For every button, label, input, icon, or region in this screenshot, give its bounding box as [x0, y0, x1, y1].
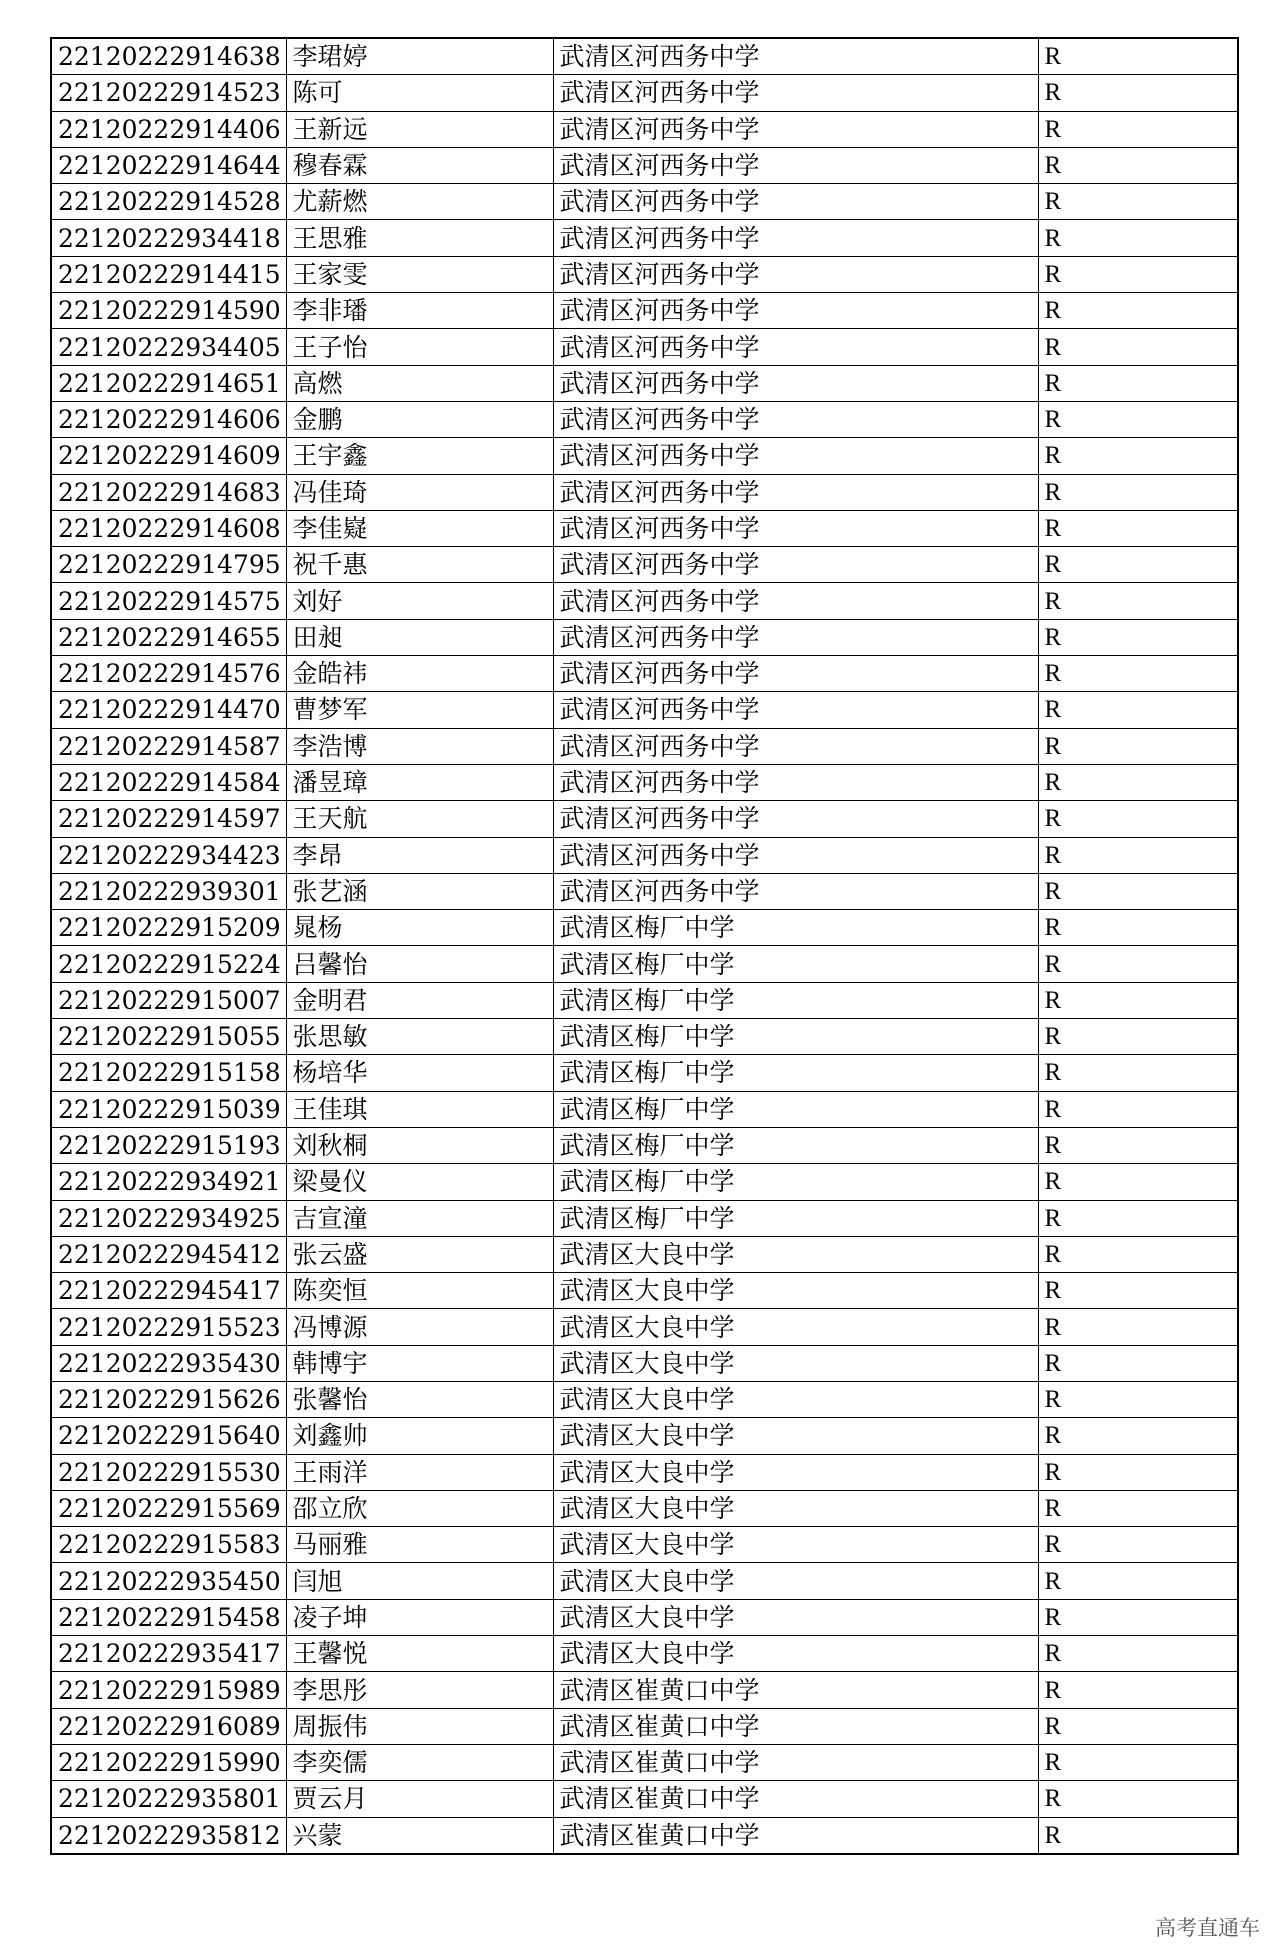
category-cell: R: [1038, 1454, 1238, 1490]
school-cell: 武清区梅厂中学: [553, 1164, 1038, 1200]
school-cell: 武清区河西务中学: [553, 583, 1038, 619]
student-name-cell: 贾云月: [286, 1781, 553, 1817]
candidate-id-cell: 22120222914584: [51, 764, 286, 800]
table-row: [51, 293, 1238, 329]
category-cell: R: [1038, 1164, 1238, 1200]
category-cell: R: [1038, 329, 1238, 365]
school-cell: 武清区大良中学: [553, 1381, 1038, 1417]
table-row: [51, 1527, 1238, 1563]
candidate-id-cell: 22120222939301: [51, 873, 286, 909]
student-name-cell: 李昂: [286, 837, 553, 873]
category-cell: R: [1038, 474, 1238, 510]
student-name-cell: 王思雅: [286, 220, 553, 256]
student-name-cell: 马丽雅: [286, 1527, 553, 1563]
table-row: [51, 220, 1238, 256]
table-row: [51, 1672, 1238, 1708]
school-cell: 武清区大良中学: [553, 1236, 1038, 1272]
school-cell: 武清区河西务中学: [553, 619, 1038, 655]
candidate-id-cell: 22120222934921: [51, 1164, 286, 1200]
school-cell: 武清区河西务中学: [553, 293, 1038, 329]
watermark: 高考直通车: [1155, 1916, 1260, 1940]
candidate-id-cell: 22120222915193: [51, 1127, 286, 1163]
table-row: [51, 1273, 1238, 1309]
category-cell: R: [1038, 619, 1238, 655]
school-cell: 武清区河西务中学: [553, 764, 1038, 800]
student-name-cell: 刘好: [286, 583, 553, 619]
student-name-cell: 张馨怡: [286, 1381, 553, 1417]
category-cell: R: [1038, 764, 1238, 800]
candidate-id-cell: 22120222914528: [51, 184, 286, 220]
school-cell: 武清区河西务中学: [553, 438, 1038, 474]
table-row: [51, 728, 1238, 764]
table-row: [51, 1055, 1238, 1091]
table-row: [51, 1744, 1238, 1780]
candidate-id-cell: 22120222915458: [51, 1599, 286, 1635]
category-cell: R: [1038, 111, 1238, 147]
category-cell: R: [1038, 365, 1238, 401]
student-name-cell: 吕馨怡: [286, 946, 553, 982]
school-cell: 武清区崔黄口中学: [553, 1781, 1038, 1817]
school-cell: 武清区崔黄口中学: [553, 1817, 1038, 1854]
school-cell: 武清区河西务中学: [553, 111, 1038, 147]
candidate-id-cell: 22120222914795: [51, 547, 286, 583]
table-row: [51, 1708, 1238, 1744]
student-name-cell: 尤薪燃: [286, 184, 553, 220]
candidate-id-cell: 22120222914590: [51, 293, 286, 329]
school-cell: 武清区大良中学: [553, 1309, 1038, 1345]
category-cell: R: [1038, 1781, 1238, 1817]
school-cell: 武清区河西务中学: [553, 837, 1038, 873]
student-name-cell: 张艺涵: [286, 873, 553, 909]
student-name-cell: 王宇鑫: [286, 438, 553, 474]
school-cell: 武清区河西务中学: [553, 728, 1038, 764]
school-cell: 武清区河西务中学: [553, 220, 1038, 256]
student-name-cell: 李浩博: [286, 728, 553, 764]
candidate-id-cell: 22120222914651: [51, 365, 286, 401]
table-row: [51, 583, 1238, 619]
student-name-cell: 金鹏: [286, 401, 553, 437]
school-cell: 武清区崔黄口中学: [553, 1708, 1038, 1744]
category-cell: R: [1038, 438, 1238, 474]
student-name-cell: 张思敏: [286, 1019, 553, 1055]
table-row: [51, 873, 1238, 909]
student-name-cell: 王雨洋: [286, 1454, 553, 1490]
candidate-id-cell: 22120222914523: [51, 75, 286, 111]
category-cell: R: [1038, 1672, 1238, 1708]
student-name-cell: 周振伟: [286, 1708, 553, 1744]
category-cell: R: [1038, 873, 1238, 909]
category-cell: R: [1038, 220, 1238, 256]
school-cell: 武清区河西务中学: [553, 256, 1038, 292]
candidate-id-cell: 22120222914406: [51, 111, 286, 147]
candidate-id-cell: 22120222914683: [51, 474, 286, 510]
table-row: [51, 1091, 1238, 1127]
table-row: [51, 1636, 1238, 1672]
candidate-id-cell: 22120222914415: [51, 256, 286, 292]
table-row: [51, 256, 1238, 292]
student-name-cell: 潘昱璋: [286, 764, 553, 800]
candidate-id-cell: 22120222935812: [51, 1817, 286, 1854]
candidate-id-cell: 22120222915007: [51, 982, 286, 1018]
student-list-table: [50, 37, 1239, 1855]
candidate-id-cell: 22120222915224: [51, 946, 286, 982]
school-cell: 武清区梅厂中学: [553, 1055, 1038, 1091]
candidate-id-cell: 22120222915583: [51, 1527, 286, 1563]
table-row: [51, 1454, 1238, 1490]
table-row: [51, 692, 1238, 728]
category-cell: R: [1038, 946, 1238, 982]
category-cell: R: [1038, 837, 1238, 873]
student-name-cell: 李非璠: [286, 293, 553, 329]
school-cell: 武清区大良中学: [553, 1454, 1038, 1490]
table-row: [51, 801, 1238, 837]
candidate-id-cell: 22120222914575: [51, 583, 286, 619]
candidate-id-cell: 22120222915055: [51, 1019, 286, 1055]
category-cell: R: [1038, 401, 1238, 437]
student-name-cell: 冯博源: [286, 1309, 553, 1345]
student-name-cell: 冯佳琦: [286, 474, 553, 510]
category-cell: R: [1038, 1091, 1238, 1127]
category-cell: R: [1038, 1055, 1238, 1091]
school-cell: 武清区崔黄口中学: [553, 1672, 1038, 1708]
category-cell: R: [1038, 1127, 1238, 1163]
student-name-cell: 王家雯: [286, 256, 553, 292]
student-name-cell: 凌子坤: [286, 1599, 553, 1635]
student-name-cell: 李佳嶷: [286, 510, 553, 546]
candidate-id-cell: 22120222914644: [51, 147, 286, 183]
student-name-cell: 王子怡: [286, 329, 553, 365]
category-cell: R: [1038, 184, 1238, 220]
candidate-id-cell: 22120222935801: [51, 1781, 286, 1817]
category-cell: R: [1038, 293, 1238, 329]
student-name-cell: 邵立欣: [286, 1490, 553, 1526]
table-row: [51, 438, 1238, 474]
school-cell: 武清区梅厂中学: [553, 1091, 1038, 1127]
table-row: [51, 1345, 1238, 1381]
student-name-cell: 梁曼仪: [286, 1164, 553, 1200]
student-name-cell: 田昶: [286, 619, 553, 655]
category-cell: R: [1038, 1418, 1238, 1454]
category-cell: R: [1038, 1273, 1238, 1309]
candidate-id-cell: 22120222915640: [51, 1418, 286, 1454]
school-cell: 武清区河西务中学: [553, 474, 1038, 510]
table-row: [51, 946, 1238, 982]
candidate-id-cell: 22120222915569: [51, 1490, 286, 1526]
category-cell: R: [1038, 75, 1238, 111]
candidate-id-cell: 22120222915989: [51, 1672, 286, 1708]
candidate-id-cell: 22120222914638: [51, 38, 286, 75]
category-cell: R: [1038, 1744, 1238, 1780]
student-name-cell: 祝千惠: [286, 547, 553, 583]
category-cell: R: [1038, 728, 1238, 764]
table-row: [51, 1817, 1238, 1854]
candidate-id-cell: 22120222934418: [51, 220, 286, 256]
candidate-id-cell: 22120222935450: [51, 1563, 286, 1599]
student-name-cell: 金明君: [286, 982, 553, 1018]
table-row: [51, 764, 1238, 800]
category-cell: R: [1038, 1490, 1238, 1526]
table-row: [51, 474, 1238, 510]
school-cell: 武清区河西务中学: [553, 75, 1038, 111]
category-cell: R: [1038, 910, 1238, 946]
table-row: [51, 329, 1238, 365]
student-name-cell: 兴蒙: [286, 1817, 553, 1854]
student-name-cell: 金皓祎: [286, 656, 553, 692]
candidate-id-cell: 22120222914609: [51, 438, 286, 474]
school-cell: 武清区河西务中学: [553, 547, 1038, 583]
category-cell: R: [1038, 147, 1238, 183]
table-row: [51, 365, 1238, 401]
category-cell: R: [1038, 692, 1238, 728]
table-row: [51, 147, 1238, 183]
table-row: [51, 1164, 1238, 1200]
table-row: [51, 1200, 1238, 1236]
student-name-cell: 高燃: [286, 365, 553, 401]
candidate-id-cell: 22120222935417: [51, 1636, 286, 1672]
school-cell: 武清区崔黄口中学: [553, 1744, 1038, 1780]
category-cell: R: [1038, 1381, 1238, 1417]
candidate-id-cell: 22120222934423: [51, 837, 286, 873]
table-row: [51, 1309, 1238, 1345]
table-row: [51, 1236, 1238, 1272]
table-row: [51, 1127, 1238, 1163]
school-cell: 武清区梅厂中学: [553, 1019, 1038, 1055]
school-cell: 武清区河西务中学: [553, 184, 1038, 220]
candidate-id-cell: 22120222934925: [51, 1200, 286, 1236]
category-cell: R: [1038, 1708, 1238, 1744]
school-cell: 武清区大良中学: [553, 1636, 1038, 1672]
category-cell: R: [1038, 1200, 1238, 1236]
candidate-id-cell: 22120222945417: [51, 1273, 286, 1309]
candidate-id-cell: 22120222914576: [51, 656, 286, 692]
candidate-id-cell: 22120222934405: [51, 329, 286, 365]
candidate-id-cell: 22120222914470: [51, 692, 286, 728]
student-name-cell: 王新远: [286, 111, 553, 147]
table-row: [51, 982, 1238, 1018]
candidate-id-cell: 22120222914608: [51, 510, 286, 546]
candidate-id-cell: 22120222914597: [51, 801, 286, 837]
category-cell: R: [1038, 1236, 1238, 1272]
table-row: [51, 38, 1238, 75]
table-row: [51, 1418, 1238, 1454]
school-cell: 武清区大良中学: [553, 1599, 1038, 1635]
table-row: [51, 1599, 1238, 1635]
category-cell: R: [1038, 1636, 1238, 1672]
student-name-cell: 张云盛: [286, 1236, 553, 1272]
student-name-cell: 王天航: [286, 801, 553, 837]
table-row: [51, 510, 1238, 546]
student-name-cell: 闫旭: [286, 1563, 553, 1599]
school-cell: 武清区河西务中学: [553, 801, 1038, 837]
school-cell: 武清区梅厂中学: [553, 1127, 1038, 1163]
table-row: [51, 837, 1238, 873]
school-cell: 武清区河西务中学: [553, 38, 1038, 75]
category-cell: R: [1038, 1817, 1238, 1854]
student-name-cell: 刘鑫帅: [286, 1418, 553, 1454]
candidate-id-cell: 22120222935430: [51, 1345, 286, 1381]
category-cell: R: [1038, 1563, 1238, 1599]
category-cell: R: [1038, 1345, 1238, 1381]
candidate-id-cell: 22120222915523: [51, 1309, 286, 1345]
student-name-cell: 李珺婷: [286, 38, 553, 75]
candidate-id-cell: 22120222915209: [51, 910, 286, 946]
student-name-cell: 韩博宇: [286, 1345, 553, 1381]
table-row: [51, 75, 1238, 111]
candidate-id-cell: 22120222914606: [51, 401, 286, 437]
school-cell: 武清区大良中学: [553, 1345, 1038, 1381]
table-row: [51, 401, 1238, 437]
table-row: [51, 1781, 1238, 1817]
student-name-cell: 王佳琪: [286, 1091, 553, 1127]
school-cell: 武清区大良中学: [553, 1490, 1038, 1526]
table-row: [51, 184, 1238, 220]
student-name-cell: 吉宣潼: [286, 1200, 553, 1236]
category-cell: R: [1038, 1309, 1238, 1345]
candidate-id-cell: 22120222945412: [51, 1236, 286, 1272]
school-cell: 武清区大良中学: [553, 1563, 1038, 1599]
candidate-id-cell: 22120222915530: [51, 1454, 286, 1490]
school-cell: 武清区河西务中学: [553, 329, 1038, 365]
table-row: [51, 1563, 1238, 1599]
table-row: [51, 1490, 1238, 1526]
school-cell: 武清区梅厂中学: [553, 910, 1038, 946]
category-cell: R: [1038, 801, 1238, 837]
student-name-cell: 曹梦军: [286, 692, 553, 728]
student-name-cell: 陈可: [286, 75, 553, 111]
category-cell: R: [1038, 982, 1238, 1018]
candidate-id-cell: 22120222916089: [51, 1708, 286, 1744]
table-row: [51, 111, 1238, 147]
category-cell: R: [1038, 1599, 1238, 1635]
school-cell: 武清区大良中学: [553, 1418, 1038, 1454]
candidate-id-cell: 22120222915039: [51, 1091, 286, 1127]
student-name-cell: 杨培华: [286, 1055, 553, 1091]
candidate-id-cell: 22120222914655: [51, 619, 286, 655]
category-cell: R: [1038, 1019, 1238, 1055]
category-cell: R: [1038, 256, 1238, 292]
table-row: [51, 1381, 1238, 1417]
school-cell: 武清区梅厂中学: [553, 982, 1038, 1018]
student-name-cell: 穆春霖: [286, 147, 553, 183]
school-cell: 武清区河西务中学: [553, 692, 1038, 728]
category-cell: R: [1038, 1527, 1238, 1563]
school-cell: 武清区河西务中学: [553, 656, 1038, 692]
school-cell: 武清区河西务中学: [553, 510, 1038, 546]
candidate-id-cell: 22120222915626: [51, 1381, 286, 1417]
school-cell: 武清区大良中学: [553, 1527, 1038, 1563]
school-cell: 武清区梅厂中学: [553, 1200, 1038, 1236]
school-cell: 武清区河西务中学: [553, 365, 1038, 401]
school-cell: 武清区大良中学: [553, 1273, 1038, 1309]
table-row: [51, 547, 1238, 583]
school-cell: 武清区梅厂中学: [553, 946, 1038, 982]
table-row: [51, 619, 1238, 655]
table-row: [51, 656, 1238, 692]
student-name-cell: 晁杨: [286, 910, 553, 946]
school-cell: 武清区河西务中学: [553, 873, 1038, 909]
candidate-id-cell: 22120222915990: [51, 1744, 286, 1780]
student-name-cell: 刘秋桐: [286, 1127, 553, 1163]
category-cell: R: [1038, 38, 1238, 75]
student-name-cell: 陈奕恒: [286, 1273, 553, 1309]
student-name-cell: 王馨悦: [286, 1636, 553, 1672]
category-cell: R: [1038, 583, 1238, 619]
category-cell: R: [1038, 547, 1238, 583]
table-row: [51, 1019, 1238, 1055]
table-row: [51, 910, 1238, 946]
student-name-cell: 李奕儒: [286, 1744, 553, 1780]
category-cell: R: [1038, 510, 1238, 546]
category-cell: R: [1038, 656, 1238, 692]
student-name-cell: 李思彤: [286, 1672, 553, 1708]
table-body: [51, 38, 1238, 1854]
school-cell: 武清区河西务中学: [553, 147, 1038, 183]
school-cell: 武清区河西务中学: [553, 401, 1038, 437]
candidate-id-cell: 22120222915158: [51, 1055, 286, 1091]
candidate-id-cell: 22120222914587: [51, 728, 286, 764]
